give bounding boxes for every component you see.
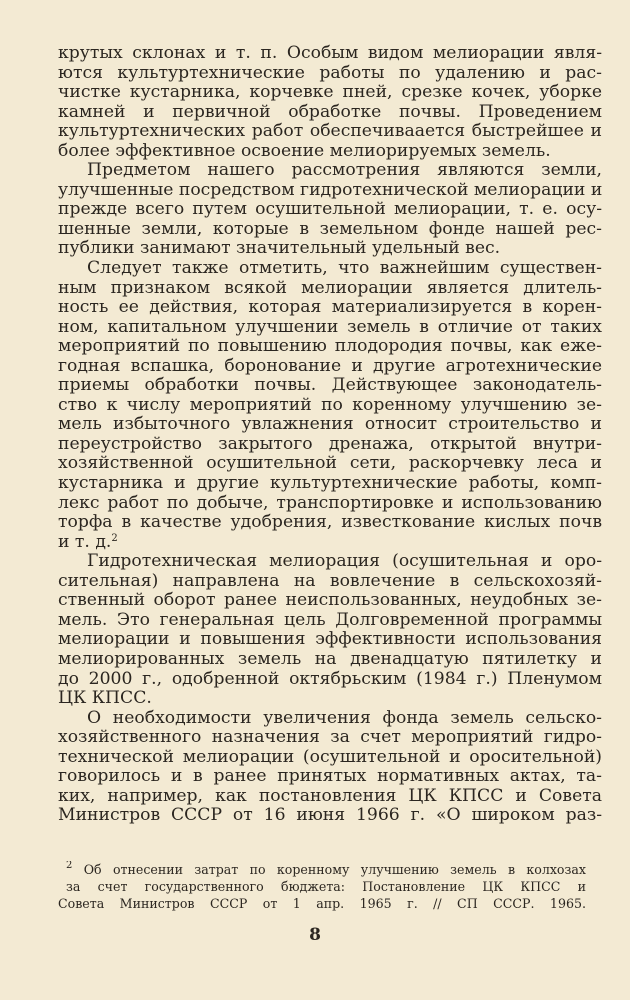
text-line: хозяйственной осушительной сети, раскорчевку леса и: [58, 454, 602, 474]
text-line: прежде всего путем осушительной мелиорации, т. е. осу-: [58, 200, 602, 220]
text-line: ственный оборот ранее неиспользованных, неудобных зе-: [58, 591, 602, 611]
paragraph-start-line: О необходимости увеличения фонда земель сельско-: [87, 708, 602, 728]
text-line: мель. Это генеральная цель Долговременной программы: [58, 610, 602, 630]
text-line: ность ее действия, которая материализируется в корен-: [58, 298, 602, 318]
text-line: говорилось и в ранее принятых нормативных актах, та-: [58, 767, 602, 787]
text-line: шенные земли, которые в земельном фонде нашей рес-: [58, 219, 602, 239]
text-line: мероприятий по повышению плодородия почвы, как еже-: [58, 337, 602, 357]
page-number: 8: [309, 925, 321, 945]
paragraph-start-line: Следует также отметить, что важнейшим существен-: [87, 259, 602, 279]
text-line: крутых склонах и т. п. Особым видом мелиорации явля-: [58, 44, 602, 63]
footnote-line: за счет государственного бюджета: Постановление ЦК КПСС и: [66, 879, 586, 894]
footnote-reference: 2: [111, 532, 118, 544]
footnote: [58, 861, 586, 912]
text-line: публики занимают значительный удельный вес.: [58, 239, 501, 259]
text-line: мель избыточного увлажнения относит строительство и: [58, 415, 602, 435]
footnote-text: Об отнесении затрат по коренному улучшению земель в колхозах: [83, 862, 586, 877]
text-line: мелиорированных земель на двенадцатую пятилетку и: [58, 649, 602, 669]
text-line: мелиорации и повышения эффективности использования: [58, 630, 602, 650]
text-line: годная вспашка, боронование и другие агротехнические: [58, 356, 602, 376]
paragraph-start-line: Предметом нашего рассмотрения являются земли,: [87, 161, 602, 181]
text-line: улучшенные посредством гидротехнической мелиорации и: [58, 180, 602, 200]
text-line: культуртехнических работ обеспечиваается быстрейшее и: [58, 122, 602, 142]
text-line: камней и первичной обработке почвы. Проведением: [58, 102, 602, 122]
text-line: переустройство закрытого дренажа, открытой внутри-: [58, 434, 602, 454]
body-text: [58, 44, 604, 826]
text-line: ным признаком всякой мелиорации является длитель-: [58, 278, 602, 298]
text-line: технической мелиорации (осушительной и оросительной): [58, 747, 602, 767]
text-line: более эффективное освоение мелиорируемых земель.: [58, 141, 551, 161]
text-line: ются культуртехнические работы по удалению и рас-: [58, 63, 602, 83]
text-line: ном, капитальном улучшении земель в отличие от таких: [58, 317, 602, 337]
text-line: Министров СССР от 16 июня 1966 г. «О широком раз-: [58, 806, 602, 826]
footnote-line: Совета Министров СССР от 1 апр. 1965 г. // СП СССР. 1965.: [58, 896, 586, 911]
text-line: кустарника и другие культуртехнические работы, комп-: [58, 474, 602, 494]
footnote-marker: 2: [66, 861, 73, 871]
text-line: ЦК КПСС.: [58, 689, 152, 709]
text-line-content: и т. д.: [58, 532, 112, 552]
text-line: ство к числу мероприятий по коренному улучшению зе-: [58, 395, 602, 415]
text-line: ких, например, как постановления ЦК КПСС и Совета: [58, 786, 602, 806]
text-line: приемы обработки почвы. Действующее законодатель-: [58, 376, 602, 396]
text-line: [58, 533, 602, 553]
paragraph-start-line: Гидротехническая мелиорация (осушительная и оро-: [87, 552, 602, 572]
text-line: сительная) направлена на вовлечение в сельскохозяй-: [58, 571, 602, 591]
text-line: до 2000 г., одобренной октябрьским (1984 г.) Пленумом: [58, 669, 602, 689]
text-line: лекс работ по добыче, транспортировке и использованию: [58, 493, 602, 513]
text-line: чистке кустарника, корчевке пней, срезке кочек, уборке: [58, 83, 602, 103]
footnote-line: [58, 861, 586, 878]
text-line: торфа в качестве удобрения, известкование кислых почв: [58, 513, 602, 533]
text-line: хозяйственного назначения за счет мероприятий гидро-: [58, 728, 602, 748]
